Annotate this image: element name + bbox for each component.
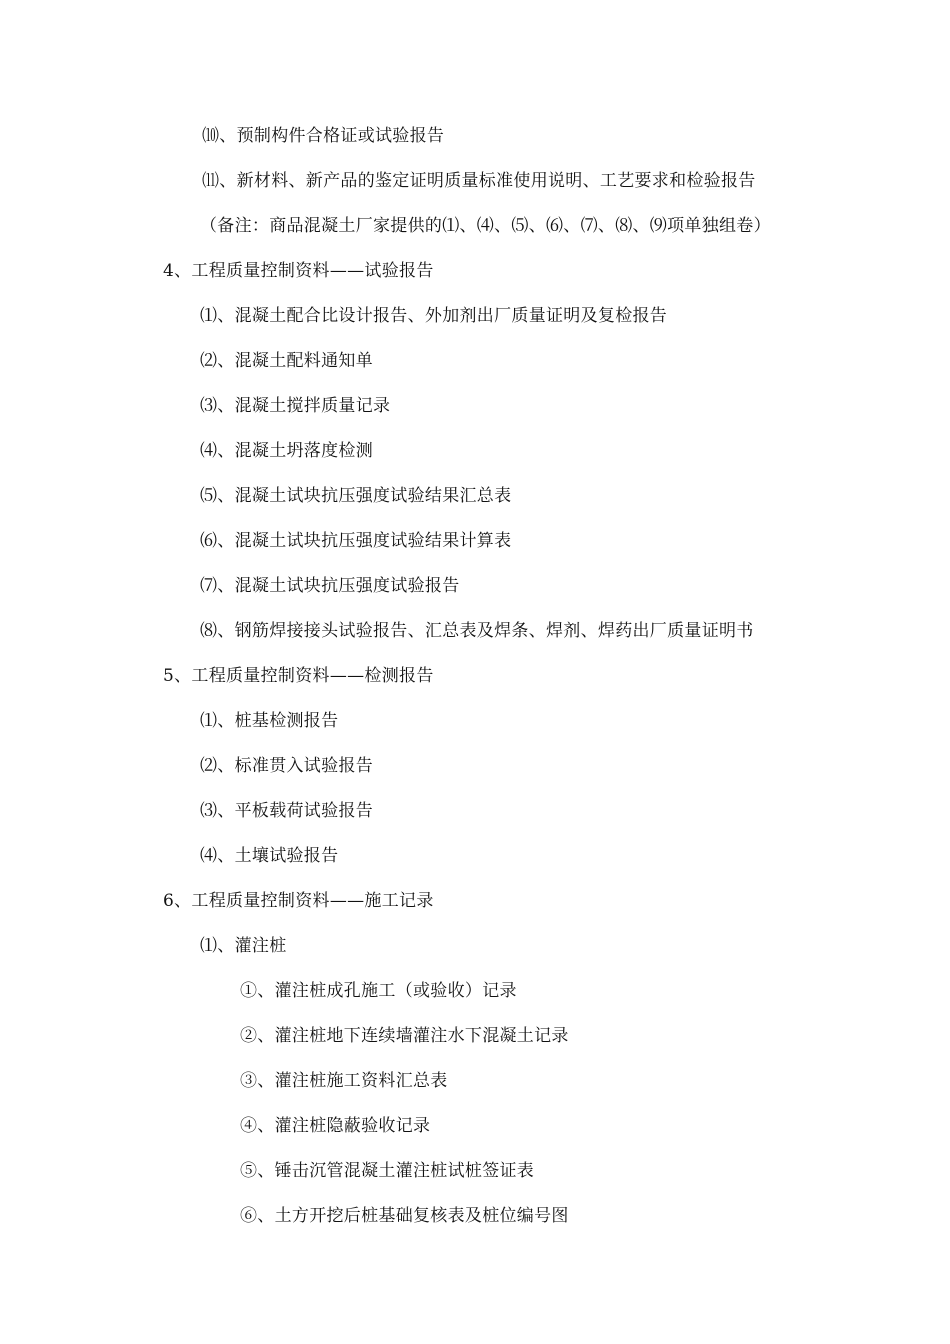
list-item-welding-report: ⑻、钢筋焊接接头试验报告、汇总表及焊条、焊剂、焊药出厂质量证明书 xyxy=(200,621,754,641)
list-item-10-precast-certificates: ⑽、预制构件合格证或试验报告 xyxy=(202,126,445,146)
sub-item-underwater-concrete-record: ②、灌注桩地下连续墙灌注水下混凝土记录 xyxy=(240,1026,569,1046)
list-item-strength-report: ⑺、混凝土试块抗压强度试验报告 xyxy=(200,576,460,596)
list-item-cast-in-place-pile: ⑴、灌注桩 xyxy=(200,936,287,956)
sub-item-concealed-acceptance: ④、灌注桩隐蔽验收记录 xyxy=(240,1116,431,1136)
list-item-mixing-quality-record: ⑶、混凝土搅拌质量记录 xyxy=(200,396,391,416)
list-item-penetration-test: ⑵、标准贯入试验报告 xyxy=(200,756,373,776)
section-heading-4-test-reports: 4、工程质量控制资料——试验报告 xyxy=(163,261,434,281)
list-item-soil-test: ⑷、土壤试验报告 xyxy=(200,846,339,866)
list-item-batching-notice: ⑵、混凝土配料通知单 xyxy=(200,351,373,371)
list-item-slump-test: ⑷、混凝土坍落度检测 xyxy=(200,441,373,461)
sub-item-test-pile-certificate: ⑤、锤击沉管混凝土灌注桩试桩签证表 xyxy=(240,1161,535,1181)
sub-item-pile-summary: ③、灌注桩施工资料汇总表 xyxy=(240,1071,448,1091)
list-item-mix-design-report: ⑴、混凝土配合比设计报告、外加剂出厂质量证明及复检报告 xyxy=(200,306,668,326)
list-item-pile-inspection: ⑴、桩基检测报告 xyxy=(200,711,339,731)
sub-item-pile-position-review: ⑥、土方开挖后桩基础复核表及桩位编号图 xyxy=(240,1206,569,1226)
list-item-strength-summary: ⑸、混凝土试块抗压强度试验结果汇总表 xyxy=(200,486,512,506)
list-item-plate-load-test: ⑶、平板载荷试验报告 xyxy=(200,801,373,821)
section-heading-6-construction-records: 6、工程质量控制资料——施工记录 xyxy=(163,891,434,911)
list-item-strength-calculation: ⑹、混凝土试块抗压强度试验结果计算表 xyxy=(200,531,512,551)
remark-note: （备注：商品混凝土厂家提供的⑴、⑷、⑸、⑹、⑺、⑻、⑼项单独组卷） xyxy=(200,216,771,236)
section-heading-5-inspection-reports: 5、工程质量控制资料——检测报告 xyxy=(163,666,434,686)
sub-item-boring-record: ①、灌注桩成孔施工（或验收）记录 xyxy=(240,981,517,1001)
list-item-11-new-materials: ⑾、新材料、新产品的鉴定证明质量标准使用说明、工艺要求和检验报告 xyxy=(202,171,756,191)
